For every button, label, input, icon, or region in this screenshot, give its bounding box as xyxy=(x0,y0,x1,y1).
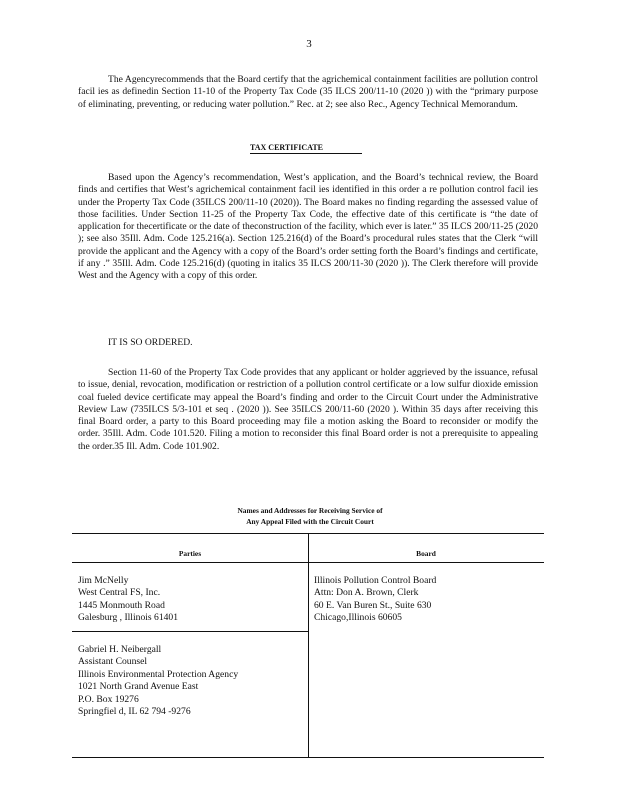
service-table xyxy=(72,533,544,757)
table-border-bottom xyxy=(72,757,544,758)
page-number: 3 xyxy=(306,38,312,50)
column-header-parties: Parties xyxy=(178,549,202,558)
address-line: 1021 North Grand Avenue East xyxy=(78,681,199,693)
appeal-paragraph xyxy=(78,367,538,453)
address-line: Galesburg , Illinois 61401 xyxy=(78,612,179,624)
address-line: Gabriel H. Neibergall xyxy=(78,644,162,655)
table-column-divider xyxy=(308,533,309,757)
table-party-divider xyxy=(72,631,308,632)
service-table-title-line2: Any Appeal Filed with the Circuit Court xyxy=(246,517,374,526)
party-address-iepa xyxy=(78,644,238,718)
address-line: Chicago,Illinois 60605 xyxy=(314,612,402,624)
board-address xyxy=(314,575,436,625)
table-header-divider xyxy=(72,562,544,563)
party-address-west-central xyxy=(78,575,178,625)
recommendation-text: The Agencyrecommends that the Board certify that the agrichemical containment facilities are pollution control facil ies as definedin Section 11-10 of the Property Tax Code (35 ILCS 200/11-10 (2020 )) with the “primary purpose of eliminating, preventing, or reducing water pollution.” Rec. at 2; see also Rec., Agency Technical Memorandum. xyxy=(78,74,538,110)
recommendation-paragraph xyxy=(78,74,538,111)
service-table-title-line1: Names and Addresses for Receiving Service of xyxy=(237,506,383,515)
certificate-text: Based upon the Agency’s recommendation, West’s application, and the Board’s technical review, the Board finds and certifies that West’s agrichemical containment facil ies identified in this order a re pollution control facil ies under the Property Tax Code (35ILCS 200/11-10 (2020)). The Board makes no finding regarding the assessed value of those facilities. Under Section 11-25 of the Property Tax Code, the effective date of this certificate is “the date of application for thecertificate or the date of theconstruction of the facility, which ever is later.” 35 ILCS 200/11-25 (2020 ); see also 35Ill. Adm. Code 125.216(a). Section 125.216(d) of the Board’s procedural rules states that the Clerk “will provide the applicant and the Agency with a copy of the Board’s order setting forth the Board’s findings and certificate, if any .” 35Ill. Adm. Code 125.216(d) (quoting in italics 35 ILCS 200/11-30 (2020 )). The Clerk therefore will provide West and the Agency with a copy of this order. xyxy=(78,172,538,282)
address-line: 60 E. Van Buren St., Suite 630 xyxy=(314,599,432,611)
address-line: P.O. Box 19276 xyxy=(78,693,139,705)
address-line: Jim McNelly xyxy=(78,575,129,586)
address-line: 1445 Monmouth Road xyxy=(78,599,165,611)
address-line: Illinois Environmental Protection Agency xyxy=(78,668,239,680)
address-line: West Central FS, Inc. xyxy=(78,587,161,599)
address-line: Springfiel d, IL 62 794 -9276 xyxy=(78,706,191,718)
address-line: Illinois Pollution Control Board xyxy=(314,575,437,586)
column-header-board: Board xyxy=(416,549,436,558)
address-line: Attn: Don A. Brown, Clerk xyxy=(314,587,419,599)
address-line: Assistant Counsel xyxy=(78,656,148,668)
so-ordered: IT IS SO ORDERED. xyxy=(108,337,193,348)
appeal-text: Section 11-60 of the Property Tax Code provides that any applicant or holder aggrieved by the issuance, refusal to issue, denial, revocation, modification or restriction of a pollution control certificate or a low sulfur dioxide emission coal fueled device certificate may appeal the Board’s finding and order to the Circuit Court under the Administrative Review Law (735ILCS 5/3-101 et seq . (2020 )). See 35ILCS 200/11-60 (2020 ). Within 35 days after receiving this final Board order, a party to this Board proceeding may file a motion asking the Board to reconsider or modify the order. 35Ill. Adm. Code 101.520. Filing a motion to reconsider this final Board order is not a prerequisite to appealing the order.35 Ill. Adm. Code 101.902. xyxy=(78,367,538,452)
tax-certificate-heading: TAX CERTIFICATE xyxy=(250,143,362,154)
certificate-paragraph xyxy=(78,172,538,283)
service-table-title xyxy=(150,505,470,527)
